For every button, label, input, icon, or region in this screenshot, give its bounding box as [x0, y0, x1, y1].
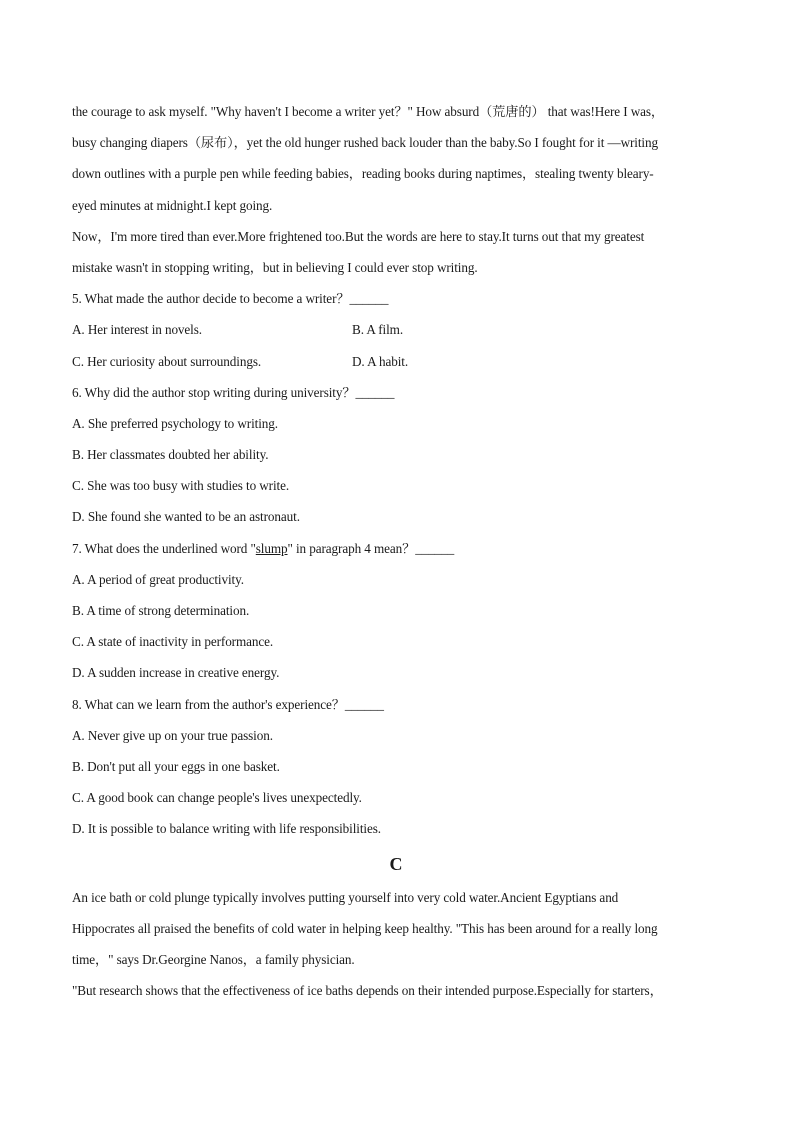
option-c: C. A state of inactivity in performance. — [72, 634, 274, 650]
option-b: B. Don't put all your eggs in one basket. — [72, 758, 280, 774]
option-a: A. A period of great productivity. — [72, 571, 244, 587]
question-5 — [72, 287, 720, 381]
option-c: C. A good book can change people's lives unexpectedly. — [72, 790, 362, 806]
stem-after: " in paragraph 4 mean？______ — [287, 540, 455, 556]
option-c: C. Her curiosity about surroundings. — [72, 353, 262, 369]
text-line: the courage to ask myself. "Why haven't I become a writer yet？" How absurd（荒唐的） that was!Here I was， — [72, 104, 665, 119]
option-b: B. A film. — [352, 322, 404, 338]
section-heading: C — [389, 853, 403, 874]
text-line: down outlines with a purple pen while feeding babies，reading books during naptimes，stealing twenty bleary- — [72, 166, 654, 182]
stem-before: 7. What does the underlined word " — [72, 540, 256, 556]
question-stem — [72, 537, 720, 568]
text-line: mistake wasn't in stopping writing，but in believing I could ever stop writing. — [72, 259, 478, 275]
option-a: A. Never give up on your true passion. — [72, 727, 273, 743]
option-a: A. Her interest in novels. — [72, 322, 202, 338]
option-b: B. A time of strong determination. — [72, 603, 250, 618]
option-c: C. She was too busy with studies to write. — [72, 478, 290, 494]
question-8 — [72, 693, 720, 849]
option-d: D. It is possible to balance writing with life responsibilities. — [72, 821, 381, 837]
option-d: D. A sudden increase in creative energy. — [72, 665, 280, 681]
underlined-word: slump — [255, 540, 288, 556]
option-b: B. Her classmates doubted her ability. — [72, 447, 269, 463]
text-line: Hippocrates all praised the benefits of cold water in helping keep healthy. "This has been around for a really long — [72, 920, 658, 936]
option-d: D. She found she wanted to be an astronaut. — [72, 509, 300, 525]
question-6 — [72, 381, 720, 537]
option-a: A. She preferred psychology to writing. — [72, 415, 278, 431]
option-d: D. A habit. — [352, 353, 409, 369]
passage-c — [72, 849, 720, 1011]
text-line: "But research shows that the effectiveness of ice baths depends on their intended purpose.Especially for starters， — [72, 983, 663, 999]
option-row — [72, 350, 720, 381]
document-page — [72, 100, 720, 1010]
passage-b-tail — [72, 100, 720, 287]
question-7 — [72, 537, 720, 693]
text-line: eyed minutes at midnight.I kept going. — [72, 197, 273, 213]
text-line: time，" says Dr.Georgine Nanos，a family physician. — [72, 951, 355, 967]
question-stem: 8. What can we learn from the author's experience？______ — [72, 696, 384, 712]
text-line: Now，I'm more tired than ever.More frightened too.But the words are here to stay.It turns out that my greatest — [72, 228, 645, 244]
option-row — [72, 318, 720, 349]
question-stem: 5. What made the author decide to become a writer？______ — [72, 291, 389, 307]
text-line: busy changing diapers（尿布），yet the old hunger rushed back louder than the baby.So I fought for it —writing — [72, 135, 658, 151]
text-line: An ice bath or cold plunge typically involves putting yourself into very cold water.Ancient Egyptians and — [72, 889, 619, 905]
question-stem: 6. Why did the author stop writing during university？______ — [72, 384, 395, 400]
